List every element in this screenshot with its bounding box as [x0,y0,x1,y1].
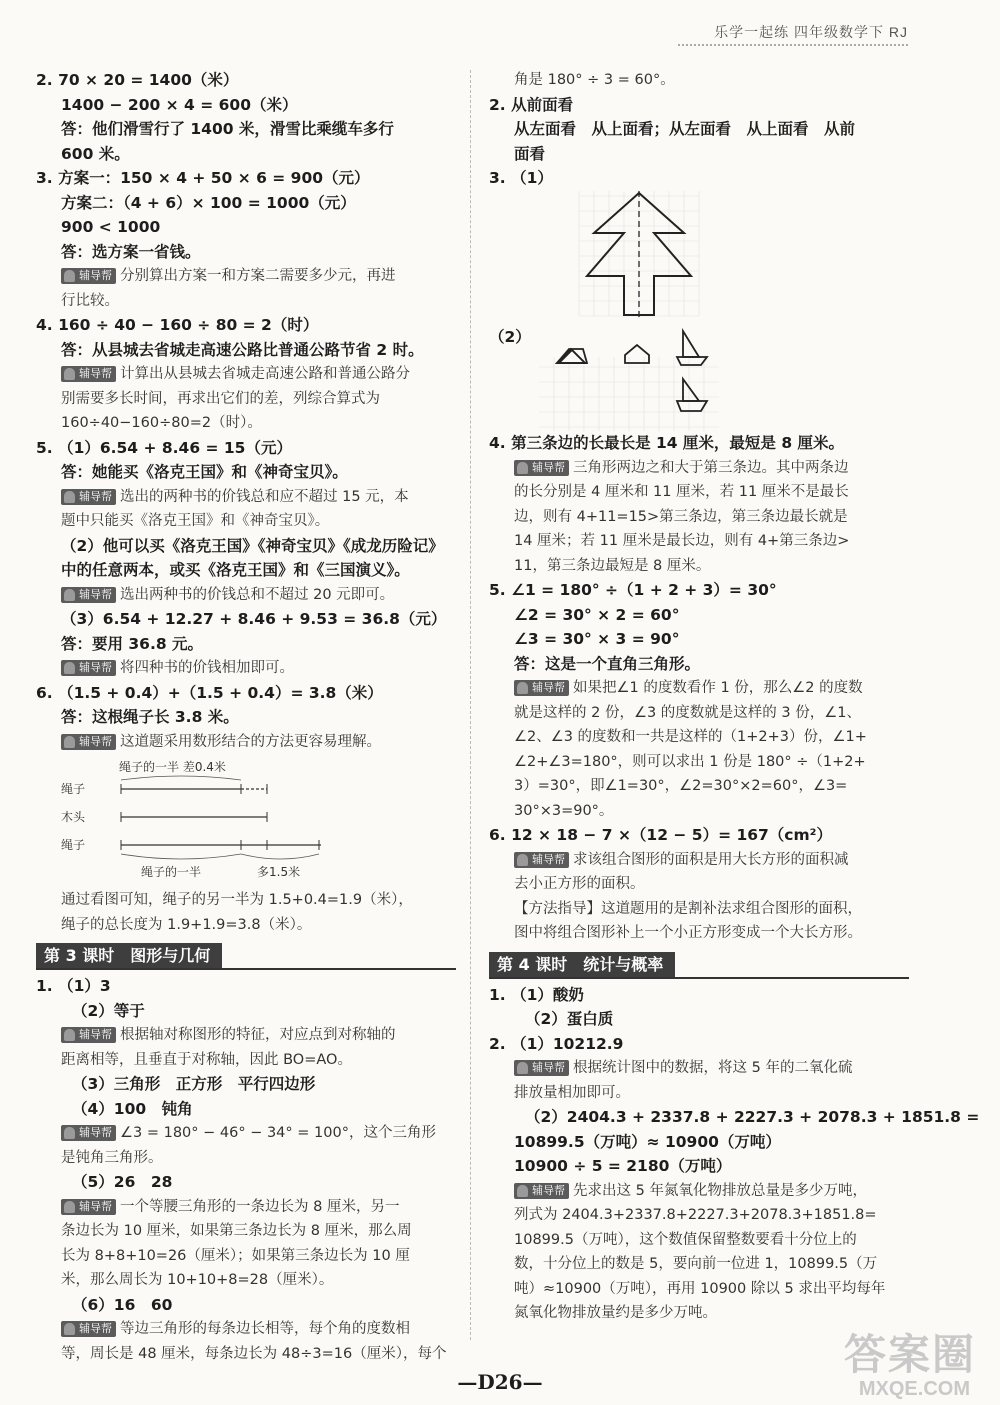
answer-line: 5. （1）6.54 + 8.46 = 15（元） [36,438,292,457]
watermark-logo: 答案圈 [843,1331,976,1378]
hint-tag: 辅导帮 [61,1027,116,1043]
right-column [489,68,980,1326]
answer-line: 答：从县城去省城走高速公路比普通公路节省 2 时。 [61,340,424,359]
hint-line: 别需要多长时间，再求出它们的差，列综合算式为 [61,390,380,407]
answer-line: （2）等于 [72,1001,145,1020]
answer-line: 4. 第三条边的长最长是 14 厘米，最短是 8 厘米。 [489,434,845,452]
hint-line: 列式为 2404.3+2337.8+2227.3+2078.3+1851.8= [514,1207,877,1223]
left-column [36,68,456,1366]
hint-line: 排放量相加即可。 [514,1084,630,1101]
answer-line: （6）16 60 [72,1295,173,1314]
answer-line: （2） [489,327,531,346]
hint-tag: 辅导帮 [514,852,569,868]
answer-line: 5. ∠1 = 180° ÷（1 + 2 + 3）= 30° [489,581,777,599]
hint-line: 10899.5（万吨），这个数值保留整数要看十分位上的 [514,1231,857,1248]
answer-line: （5）26 28 [72,1173,173,1191]
three-views-figure [539,327,959,431]
hint-line: 吨）≈10900（万吨），再用 10900 除以 5 求出平均每年 [514,1280,886,1297]
hint-line: ∠2、∠3 的度数和一共是这样的（1+2+3）份，∠1+ [514,729,867,745]
answer-line: （3）三角形 正方形 平行四边形 [72,1075,316,1093]
hint-line: 边，则有 4+11=15>第三条边，第三条边最长就是 [514,508,848,525]
answer-line: 答：她能买《洛克王国》和《神奇宝贝》。 [61,463,348,481]
hint-tag: 辅导帮 [61,1125,116,1141]
hint-line: 辅导帮 等边三角形的每条边长相等，每个角的度数相 [36,1317,456,1342]
answer-line: 3. 方案一：150 × 4 + 50 × 6 = 900（元） [36,169,370,187]
hint-line: 160÷40−160÷80=2（时）。 [61,415,262,431]
hint-line: 是钝角三角形。 [61,1149,163,1166]
section-header-4: 第 4 课时 统计与概率 [489,952,909,979]
hint-tag: 辅导帮 [514,460,569,476]
hint-line: 通过看图可知，绳子的另一半为 1.5+0.4=1.9（米）， [61,892,413,908]
answer-line: 从左面看 从上面看；从左面看 从上面看 从前 [514,120,856,138]
answer-line: 6. 12 × 18 − 7 ×（12 − 5）= 167（cm²） [489,826,832,844]
rope-row2-label: 木头 [61,810,86,824]
hint-tag: 辅导帮 [61,366,116,382]
answer-line: 4. 160 ÷ 40 − 160 ÷ 80 = 2（时） [36,316,319,334]
answer-line: 1400 − 200 × 4 = 600（米） [61,95,298,114]
hint-line: 11，第三条边最短是 8 厘米。 [514,557,711,574]
answer-line: 答：这根绳子长 3.8 米。 [61,708,239,726]
hint-line: 辅导帮 选出的两种书的价钱总和应不超过 15 元，本 [36,485,456,510]
hint-tag: 辅导帮 [61,268,116,284]
hint-line: 数，十分位上的数是 5，要向前一位进 1，10899.5（万 [514,1256,878,1272]
column-divider [470,70,471,1340]
rope-bottom-left: 绳子的一半 [141,865,202,879]
hint-tag: 辅导帮 [514,1183,569,1199]
hint-line: 30°×3=90°。 [514,802,614,819]
answer-line: 1. （1）酸奶 [489,985,584,1004]
page-header: 乐学一起练 四年级数学下 RJ [714,24,908,40]
hint-tag: 辅导帮 [514,1060,569,1076]
hint-tag: 辅导帮 [61,1199,116,1215]
hint-line: 的长分别是 4 厘米和 11 厘米，若 11 厘米不是最长 [514,484,849,500]
hint-line: 角是 180° ÷ 3 = 60°。 [514,72,675,88]
section-header-3: 第 3 课时 图形与几何 [36,943,456,970]
answer-line: 答：要用 36.8 元。 [61,634,204,653]
hint-line: 条边长为 10 厘米，如果第三条边长为 8 厘米，那么周 [61,1223,412,1239]
answer-line: 答：他们滑雪行了 1400 米，滑雪比乘缆车多行 [61,120,394,138]
answer-line: ∠2 = 30° × 2 = 60° [514,605,680,624]
hint-line: 距离相等，且垂直于对称轴，因此 BO=AO。 [61,1051,352,1068]
hint-line: 米，那么周长为 10+10+8=28（厘米）。 [61,1272,334,1288]
hint-tag: 辅导帮 [61,660,116,676]
answer-line: 中的任意两本，或买《洛克王国》和《三国演义》。 [61,561,410,579]
method-guide-line: 图中将组合图形补上一个小正方形变成一个大长方形。 [514,925,862,941]
symmetry-tree-figure [539,191,959,319]
hint-line: 14 厘米；若 11 厘米是最长边，则有 4+第三条边> [514,533,850,549]
hint-line: 长为 8+8+10=26（厘米）；如果第三条边长为 10 厘 [61,1247,410,1264]
rope-top-label: 绳子的一半 差0.4米 [119,760,226,774]
answer-line: （3）6.54 + 12.27 + 8.46 + 9.53 = 36.8（元） [61,610,447,628]
hint-line: 辅导帮 先求出这 5 年氮氧化物排放总量是多少万吨， [489,1179,909,1204]
hint-tag: 辅导帮 [61,587,116,603]
hint-line: 氮氧化物排放量约是多少万吨。 [514,1305,717,1321]
hint-line: 辅导帮 将四种书的价钱相加即可。 [36,656,456,681]
answer-line: 方案二：（4 + 6）× 100 = 1000（元） [61,193,356,212]
hint-line: 就是这样的 2 份，∠3 的度数就是这样的 3 份，∠1、 [514,704,861,721]
hint-line: 辅导帮 求该组合图形的面积是用大长方形的面积减 [489,848,909,873]
hint-line: 辅导帮 根据统计图中的数据，将这 5 年的二氧化硫 [489,1056,909,1081]
answer-line: （2）蛋白质 [525,1010,614,1028]
hint-line: 辅导帮 三角形两边之和大于第三条边。其中两条边 [489,456,909,481]
hint-tag: 辅导帮 [61,1321,116,1337]
answer-line: 答：选方案一省钱。 [61,242,201,261]
answer-line: 答：这是一个直角三角形。 [514,654,701,673]
hint-tag: 辅导帮 [514,680,569,696]
hint-line: 等，周长是 48 厘米，每条边长为 48÷3=16（厘米），每个 [61,1345,447,1362]
hint-line: 去小正方形的面积。 [514,876,645,892]
hint-line: 行比较。 [61,292,119,309]
answer-line: 900 < 1000 [61,218,161,236]
answer-line: 3. （1） [489,169,553,187]
hint-tag: 辅导帮 [61,734,116,750]
hint-line: 辅导帮 选出两种书的价钱总和不超过 20 元即可。 [36,583,456,608]
answer-line: 10899.5（万吨）≈ 10900（万吨） [514,1132,781,1151]
answer-line: （4）100 钝角 [72,1099,193,1118]
page-number: —D26— [457,1370,543,1394]
method-guide-line: 【方法指导】这道题用的是割补法求组合图形的面积， [514,900,862,917]
hint-line: 辅导帮 一个等腰三角形的一条边长为 8 厘米，另一 [36,1195,456,1220]
answer-line: 600 米。 [61,144,130,163]
hint-line: ∠2+∠3=180°，则可以求出 1 份是 180° ÷（1+2+ [514,753,866,770]
hint-line: 绳子的总长度为 1.9+1.9=3.8（米）。 [61,916,312,933]
hint-line: 辅导帮 分别算出方案一和方案二需要多少元，再进 [36,264,456,289]
answer-line: ∠3 = 30° × 3 = 90° [514,630,680,648]
answer-line: 面看 [514,144,546,163]
hint-line: 题中只能买《洛克王国》和《神奇宝贝》。 [61,513,330,529]
answer-line: 1. （1）3 [36,977,111,995]
watermark-url: MXQE.COM [858,1378,970,1400]
answer-line: 6. （1.5 + 0.4）+（1.5 + 0.4）= 3.8（米） [36,683,383,702]
hint-line: 辅导帮 这道题采用数形结合的方法更容易理解。 [36,730,456,755]
rope-diagram [61,758,321,880]
answer-line: （2）2404.3 + 2337.8 + 2227.3 + 2078.3 + 1851.8 = [525,1108,980,1126]
rope-row3-label: 绳子 [61,838,86,852]
answer-line: 2. （1）10212.9 [489,1034,624,1053]
rope-bottom-right: 多1.5米 [257,865,301,879]
header-rule [678,44,908,46]
hint-line: 辅导帮 计算出从县城去省城走高速公路和普通公路分 [36,362,456,387]
answer-line: 10900 ÷ 5 = 2180（万吨） [514,1157,732,1175]
answer-line: 2. 70 × 20 = 1400（米） [36,71,239,89]
hint-line: 3）=30°，即∠1=30°，∠2=30°×2=60°，∠3= [514,778,848,794]
hint-tag: 辅导帮 [61,489,116,505]
answer-line: （2）他可以买《洛克王国》《神奇宝贝》《成龙历险记》 [61,536,444,555]
hint-line: 辅导帮 如果把∠1 的度数看作 1 份，那么∠2 的度数 [489,676,909,701]
rope-row1-label: 绳子 [61,782,86,796]
hint-line: 辅导帮 根据轴对称图形的特征，对应点到对称轴的 [36,1023,456,1048]
answer-line: 2. 从前面看 [489,95,574,114]
hint-line: 辅导帮 ∠3 = 180° − 46° − 34° = 100°，这个三角形 [36,1121,456,1146]
